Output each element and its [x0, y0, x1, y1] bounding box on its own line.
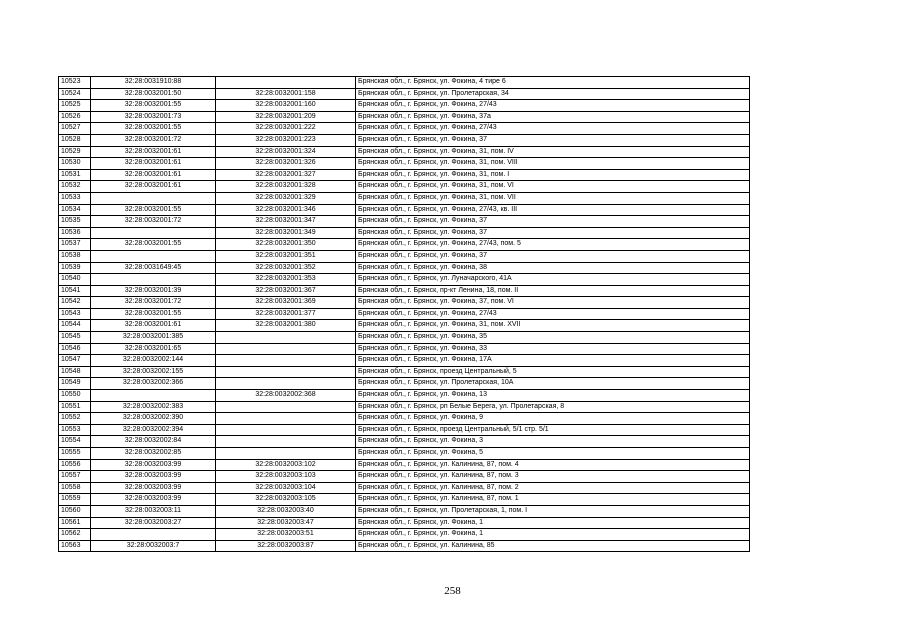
row-number-cell: 10557: [59, 471, 91, 483]
parcel-cadastral-number-cell: 32:28:0032001:55: [91, 123, 216, 135]
parcel-cadastral-number-cell: 32:28:0032002:366: [91, 378, 216, 390]
object-cadastral-number-cell: [216, 343, 356, 355]
parcel-cadastral-number-cell: 32:28:0032001:61: [91, 146, 216, 158]
address-cell: Брянская обл., г. Брянск, ул. Фокина, 3: [356, 436, 750, 448]
row-number-cell: 10554: [59, 436, 91, 448]
row-number-cell: 10561: [59, 517, 91, 529]
object-cadastral-number-cell: [216, 378, 356, 390]
address-cell: Брянская обл., г. Брянск, пр-кт Ленина, 18, пом. II: [356, 285, 750, 297]
table-row: [59, 239, 750, 251]
table-row: [59, 216, 750, 228]
parcel-cadastral-number-cell: 32:28:0032001:55: [91, 308, 216, 320]
parcel-cadastral-number-cell: 32:28:0032001:50: [91, 88, 216, 100]
address-cell: Брянская обл., г. Брянск, ул. Пролетарская, 1, пом. I: [356, 505, 750, 517]
address-cell: Брянская обл., г. Брянск, ул. Фокина, 31, пом. I: [356, 169, 750, 181]
object-cadastral-number-cell: 32:28:0032001:158: [216, 88, 356, 100]
row-number-cell: 10544: [59, 320, 91, 332]
table-row: [59, 88, 750, 100]
row-number-cell: 10547: [59, 355, 91, 367]
object-cadastral-number-cell: 32:28:0032001:209: [216, 111, 356, 123]
table-row: [59, 517, 750, 529]
row-number-cell: 10539: [59, 262, 91, 274]
row-number-cell: 10558: [59, 482, 91, 494]
address-cell: Брянская обл., г. Брянск, ул. Фокина, 31, пом. VIII: [356, 158, 750, 170]
parcel-cadastral-number-cell: [91, 227, 216, 239]
object-cadastral-number-cell: 32:28:0032001:160: [216, 100, 356, 112]
object-cadastral-number-cell: 32:28:0032001:327: [216, 169, 356, 181]
row-number-cell: 10541: [59, 285, 91, 297]
parcel-cadastral-number-cell: 32:28:0032002:394: [91, 424, 216, 436]
table-row: [59, 77, 750, 89]
parcel-cadastral-number-cell: 32:28:0032003:99: [91, 471, 216, 483]
row-number-cell: 10537: [59, 239, 91, 251]
table-row: [59, 320, 750, 332]
table-row: [59, 343, 750, 355]
address-cell: Брянская обл., г. Брянск, ул. Фокина, 27/43, пом. 5: [356, 239, 750, 251]
object-cadastral-number-cell: [216, 355, 356, 367]
address-cell: Брянская обл., г. Брянск, ул. Фокина, 37: [356, 250, 750, 262]
address-cell: Брянская обл., г. Брянск, ул. Фокина, 35: [356, 332, 750, 344]
table-row: [59, 146, 750, 158]
parcel-cadastral-number-cell: [91, 390, 216, 402]
object-cadastral-number-cell: 32:28:0032001:353: [216, 274, 356, 286]
table-row: [59, 471, 750, 483]
address-cell: Брянская обл., г. Брянск, ул. Фокина, 27/43: [356, 123, 750, 135]
address-cell: Брянская обл., г. Брянск, ул. Луначарского, 41А: [356, 274, 750, 286]
object-cadastral-number-cell: 32:28:0032003:47: [216, 517, 356, 529]
object-cadastral-number-cell: 32:28:0032003:105: [216, 494, 356, 506]
parcel-cadastral-number-cell: 32:28:0032003:99: [91, 494, 216, 506]
address-cell: Брянская обл., г. Брянск, ул. Калинина, 87, пом. 3: [356, 471, 750, 483]
table-row: [59, 227, 750, 239]
parcel-cadastral-number-cell: 32:28:0032001:61: [91, 158, 216, 170]
object-cadastral-number-cell: 32:28:0032001:350: [216, 239, 356, 251]
object-cadastral-number-cell: 32:28:0032001:380: [216, 320, 356, 332]
parcel-cadastral-number-cell: 32:28:0032002:390: [91, 413, 216, 425]
object-cadastral-number-cell: 32:28:0032003:40: [216, 505, 356, 517]
row-number-cell: 10542: [59, 297, 91, 309]
parcel-cadastral-number-cell: 32:28:0032001:55: [91, 204, 216, 216]
table-row: [59, 424, 750, 436]
object-cadastral-number-cell: [216, 366, 356, 378]
object-cadastral-number-cell: [216, 448, 356, 460]
table-row: [59, 482, 750, 494]
parcel-cadastral-number-cell: 32:28:0031649:45: [91, 262, 216, 274]
row-number-cell: 10546: [59, 343, 91, 355]
row-number-cell: 10549: [59, 378, 91, 390]
parcel-cadastral-number-cell: 32:28:0032001:61: [91, 320, 216, 332]
address-cell: Брянская обл., г. Брянск, ул. Фокина, 9: [356, 413, 750, 425]
address-cell: Брянская обл., г. Брянск, ул. Фокина, 33: [356, 343, 750, 355]
row-number-cell: 10534: [59, 204, 91, 216]
row-number-cell: 10527: [59, 123, 91, 135]
object-cadastral-number-cell: [216, 413, 356, 425]
parcel-cadastral-number-cell: 32:28:0032003:7: [91, 540, 216, 552]
table-row: [59, 459, 750, 471]
address-cell: Брянская обл., г. Брянск, ул. Фокина, 27/43: [356, 308, 750, 320]
row-number-cell: 10560: [59, 505, 91, 517]
parcel-cadastral-number-cell: 32:28:0032002:383: [91, 401, 216, 413]
row-number-cell: 10562: [59, 529, 91, 541]
row-number-cell: 10556: [59, 459, 91, 471]
table-row: [59, 169, 750, 181]
parcel-cadastral-number-cell: 32:28:0032001:55: [91, 239, 216, 251]
parcel-cadastral-number-cell: 32:28:0032001:55: [91, 100, 216, 112]
address-cell: Брянская обл., г. Брянск, ул. Пролетарская, 34: [356, 88, 750, 100]
parcel-cadastral-number-cell: 32:28:0032002:144: [91, 355, 216, 367]
table-row: [59, 134, 750, 146]
row-number-cell: 10525: [59, 100, 91, 112]
address-cell: Брянская обл., г. Брянск, ул. Фокина, 17А: [356, 355, 750, 367]
parcel-cadastral-number-cell: 32:28:0032001:72: [91, 134, 216, 146]
object-cadastral-number-cell: 32:28:0032001:369: [216, 297, 356, 309]
row-number-cell: 10540: [59, 274, 91, 286]
object-cadastral-number-cell: 32:28:0032001:326: [216, 158, 356, 170]
table-row: [59, 158, 750, 170]
table-row: [59, 100, 750, 112]
object-cadastral-number-cell: [216, 77, 356, 89]
row-number-cell: 10555: [59, 448, 91, 460]
object-cadastral-number-cell: 32:28:0032001:349: [216, 227, 356, 239]
address-cell: Брянская обл., г. Брянск, ул. Фокина, 27/43, кв. III: [356, 204, 750, 216]
parcel-cadastral-number-cell: 32:28:0032001:65: [91, 343, 216, 355]
table-row: [59, 355, 750, 367]
parcel-cadastral-number-cell: 32:28:0032001:73: [91, 111, 216, 123]
object-cadastral-number-cell: 32:28:0032003:51: [216, 529, 356, 541]
parcel-cadastral-number-cell: 32:28:0032002:85: [91, 448, 216, 460]
row-number-cell: 10551: [59, 401, 91, 413]
address-cell: Брянская обл., г. Брянск, проезд Центральный, 5: [356, 366, 750, 378]
row-number-cell: 10536: [59, 227, 91, 239]
row-number-cell: 10532: [59, 181, 91, 193]
row-number-cell: 10533: [59, 192, 91, 204]
address-cell: Брянская обл., г. Брянск, ул. Фокина, 31, пом. IV: [356, 146, 750, 158]
cadastral-registry-table: [58, 76, 750, 552]
row-number-cell: 10543: [59, 308, 91, 320]
object-cadastral-number-cell: 32:28:0032001:351: [216, 250, 356, 262]
parcel-cadastral-number-cell: 32:28:0031910:88: [91, 77, 216, 89]
object-cadastral-number-cell: 32:28:0032001:328: [216, 181, 356, 193]
table-row: [59, 436, 750, 448]
parcel-cadastral-number-cell: 32:28:0032003:99: [91, 459, 216, 471]
row-number-cell: 10530: [59, 158, 91, 170]
address-cell: Брянская обл., г. Брянск, ул. Фокина, 37: [356, 134, 750, 146]
address-cell: Брянская обл., г. Брянск, ул. Фокина, 37, пом. VI: [356, 297, 750, 309]
table-row: [59, 390, 750, 402]
table-row: [59, 401, 750, 413]
table-row: [59, 540, 750, 552]
object-cadastral-number-cell: 32:28:0032002:368: [216, 390, 356, 402]
row-number-cell: 10529: [59, 146, 91, 158]
row-number-cell: 10528: [59, 134, 91, 146]
address-cell: Брянская обл., г. Брянск, ул. Фокина, 38: [356, 262, 750, 274]
address-cell: Брянская обл., г. Брянск, ул. Фокина, 37: [356, 216, 750, 228]
address-cell: Брянская обл., г. Брянск, ул. Фокина, 13: [356, 390, 750, 402]
address-cell: Брянская обл., г. Брянск, ул. Калинина, 85: [356, 540, 750, 552]
table-row: [59, 529, 750, 541]
table-row: [59, 413, 750, 425]
table-row: [59, 181, 750, 193]
row-number-cell: 10550: [59, 390, 91, 402]
object-cadastral-number-cell: 32:28:0032003:103: [216, 471, 356, 483]
row-number-cell: 10538: [59, 250, 91, 262]
parcel-cadastral-number-cell: 32:28:0032001:61: [91, 181, 216, 193]
address-cell: Брянская обл., г. Брянск, рп Белые Берега, ул. Пролетарская, 8: [356, 401, 750, 413]
row-number-cell: 10531: [59, 169, 91, 181]
row-number-cell: 10548: [59, 366, 91, 378]
object-cadastral-number-cell: 32:28:0032003:104: [216, 482, 356, 494]
parcel-cadastral-number-cell: [91, 529, 216, 541]
row-number-cell: 10526: [59, 111, 91, 123]
parcel-cadastral-number-cell: 32:28:0032001:385: [91, 332, 216, 344]
parcel-cadastral-number-cell: [91, 250, 216, 262]
row-number-cell: 10545: [59, 332, 91, 344]
table-row: [59, 366, 750, 378]
address-cell: Брянская обл., г. Брянск, ул. Фокина, 31, пом. VI: [356, 181, 750, 193]
table-row: [59, 111, 750, 123]
object-cadastral-number-cell: 32:28:0032001:377: [216, 308, 356, 320]
row-number-cell: 10524: [59, 88, 91, 100]
table-row: [59, 332, 750, 344]
table-row: [59, 505, 750, 517]
table-row: [59, 378, 750, 390]
table-row: [59, 123, 750, 135]
object-cadastral-number-cell: 32:28:0032001:346: [216, 204, 356, 216]
address-cell: Брянская обл., г. Брянск, ул. Фокина, 5: [356, 448, 750, 460]
address-cell: Брянская обл., г. Брянск, ул. Калинина, 87, пом. 1: [356, 494, 750, 506]
object-cadastral-number-cell: [216, 436, 356, 448]
table-row: [59, 192, 750, 204]
object-cadastral-number-cell: 32:28:0032003:102: [216, 459, 356, 471]
object-cadastral-number-cell: 32:28:0032001:223: [216, 134, 356, 146]
row-number-cell: 10535: [59, 216, 91, 228]
address-cell: Брянская обл., г. Брянск, ул. Фокина, 31, пом. XVII: [356, 320, 750, 332]
parcel-cadastral-number-cell: 32:28:0032001:39: [91, 285, 216, 297]
address-cell: Брянская обл., г. Брянск, ул. Калинина, 87, пом. 2: [356, 482, 750, 494]
row-number-cell: 10553: [59, 424, 91, 436]
row-number-cell: 10552: [59, 413, 91, 425]
table-row: [59, 494, 750, 506]
address-cell: Брянская обл., г. Брянск, ул. Фокина, 37а: [356, 111, 750, 123]
object-cadastral-number-cell: 32:28:0032001:367: [216, 285, 356, 297]
address-cell: Брянская обл., г. Брянск, ул. Калинина, 87, пом. 4: [356, 459, 750, 471]
parcel-cadastral-number-cell: [91, 274, 216, 286]
table-row: [59, 204, 750, 216]
table-row: [59, 250, 750, 262]
object-cadastral-number-cell: 32:28:0032001:329: [216, 192, 356, 204]
object-cadastral-number-cell: [216, 332, 356, 344]
address-cell: Брянская обл., г. Брянск, ул. Фокина, 31, пом. VII: [356, 192, 750, 204]
parcel-cadastral-number-cell: 32:28:0032002:84: [91, 436, 216, 448]
address-cell: Брянская обл., г. Брянск, ул. Фокина, 4 тире 6: [356, 77, 750, 89]
table-row: [59, 262, 750, 274]
address-cell: Брянская обл., г. Брянск, ул. Фокина, 1: [356, 529, 750, 541]
registry-table-body: [59, 77, 750, 552]
address-cell: Брянская обл., г. Брянск, ул. Фокина, 1: [356, 517, 750, 529]
table-row: [59, 308, 750, 320]
address-cell: Брянская обл., г. Брянск, ул. Фокина, 27/43: [356, 100, 750, 112]
parcel-cadastral-number-cell: 32:28:0032003:11: [91, 505, 216, 517]
parcel-cadastral-number-cell: 32:28:0032003:27: [91, 517, 216, 529]
parcel-cadastral-number-cell: 32:28:0032001:72: [91, 216, 216, 228]
parcel-cadastral-number-cell: 32:28:0032001:72: [91, 297, 216, 309]
object-cadastral-number-cell: [216, 424, 356, 436]
object-cadastral-number-cell: 32:28:0032001:222: [216, 123, 356, 135]
parcel-cadastral-number-cell: 32:28:0032002:155: [91, 366, 216, 378]
address-cell: Брянская обл., г. Брянск, проезд Центральный, 5/1 стр. 5/1: [356, 424, 750, 436]
object-cadastral-number-cell: [216, 401, 356, 413]
parcel-cadastral-number-cell: 32:28:0032003:99: [91, 482, 216, 494]
object-cadastral-number-cell: 32:28:0032001:352: [216, 262, 356, 274]
address-cell: Брянская обл., г. Брянск, ул. Фокина, 37: [356, 227, 750, 239]
object-cadastral-number-cell: 32:28:0032003:87: [216, 540, 356, 552]
table-row: [59, 448, 750, 460]
table-row: [59, 274, 750, 286]
row-number-cell: 10523: [59, 77, 91, 89]
parcel-cadastral-number-cell: [91, 192, 216, 204]
table-row: [59, 285, 750, 297]
table-row: [59, 297, 750, 309]
address-cell: Брянская обл., г. Брянск, ул. Пролетарская, 10А: [356, 378, 750, 390]
row-number-cell: 10559: [59, 494, 91, 506]
parcel-cadastral-number-cell: 32:28:0032001:61: [91, 169, 216, 181]
object-cadastral-number-cell: 32:28:0032001:347: [216, 216, 356, 228]
object-cadastral-number-cell: 32:28:0032001:324: [216, 146, 356, 158]
row-number-cell: 10563: [59, 540, 91, 552]
page-number: 258: [444, 585, 461, 597]
